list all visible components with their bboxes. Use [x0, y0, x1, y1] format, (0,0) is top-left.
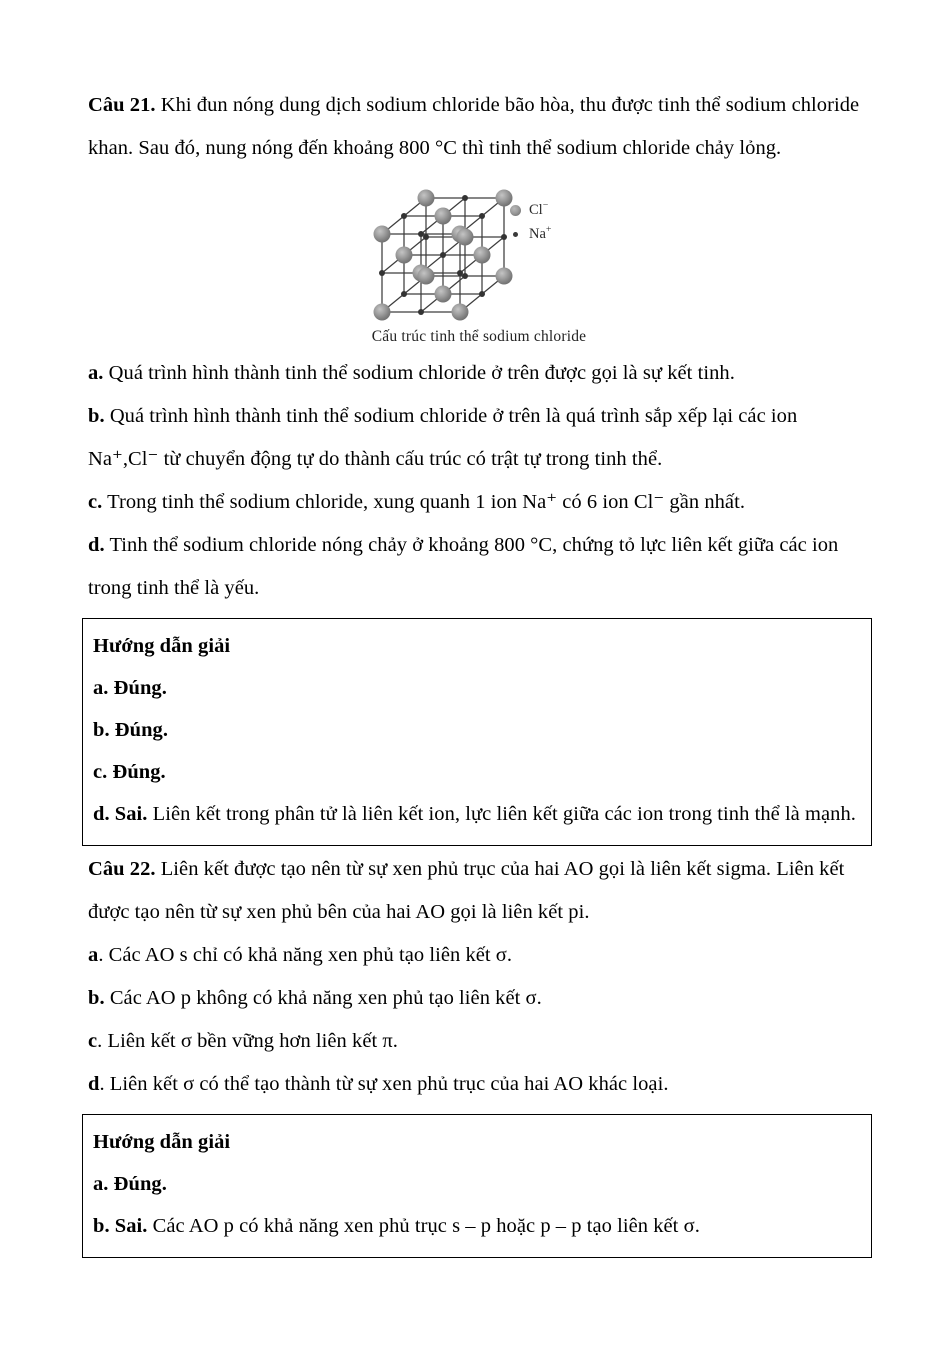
statement-d-text: Tinh thể sodium chloride nóng chảy ở khoảng 800 °C, chứng tỏ lực liên kết giữa các ion trong tinh thể là yếu. — [88, 534, 839, 599]
statement-c-label: c. — [88, 491, 103, 513]
page-content — [88, 84, 870, 1260]
solution-heading-21: Hướng dẫn giải — [93, 635, 231, 657]
question-22-statement-b — [88, 977, 870, 1020]
statement-c-text: Trong tinh thể sodium chloride, xung quanh 1 ion Na⁺ có 6 ion Cl⁻ gần nhất. — [102, 491, 746, 513]
statement-b-label: b. — [88, 405, 105, 427]
question-22-stem-text: Liên kết được tạo nên từ sự xen phủ trục của hai AO gọi là liên kết sigma. Liên kết được tạo nên từ sự xen phủ bên của hai AO gọi là liên kết pi. — [88, 858, 845, 923]
question-21-statement-d — [88, 524, 870, 610]
solution-line-22-b: b. Sai. Các AO p có khả năng xen phủ trục s – p hoặc p – p tạo liên kết σ. — [93, 1215, 700, 1237]
solution-line-21-a: a. Đúng. — [93, 677, 167, 699]
solution-line-22-a: a. Đúng. — [93, 1173, 167, 1195]
statement22-b-label: b. — [88, 987, 105, 1009]
legend-item-sodium — [510, 222, 600, 246]
question-22-statement-a — [88, 934, 870, 977]
solution-heading-22: Hướng dẫn giải — [93, 1131, 231, 1153]
question-22-statement-d — [88, 1063, 870, 1106]
statement22-d-text: . Liên kết σ có thể tạo thành từ sự xen phủ trục của hai AO khác loại. — [99, 1073, 669, 1095]
solution-box-question-22 — [82, 1114, 872, 1258]
solution-line-21-b: b. Đúng. — [93, 719, 169, 741]
statement22-c-text: . Liên kết σ bền vững hơn liên kết π. — [97, 1030, 398, 1052]
nacl-crystal-figure — [88, 184, 870, 346]
statement-a-label: a. — [88, 362, 104, 384]
question-21-statement-c — [88, 481, 870, 524]
question-22-stem — [88, 848, 870, 934]
legend-label-sodium: Na+ — [529, 224, 552, 242]
statement22-d-label: d — [88, 1073, 100, 1095]
solution-line-21-c: c. Đúng. — [93, 761, 166, 783]
sodium-dot-icon — [513, 232, 518, 237]
lattice-nodes — [374, 190, 513, 321]
question-21-statement-a — [88, 352, 870, 395]
figure-caption: Cấu trúc tinh thể sodium chloride — [371, 328, 587, 345]
legend-item-chloride — [510, 198, 600, 222]
statement22-a-label: a — [88, 944, 99, 966]
question-21-statement-b — [88, 395, 870, 481]
statement-b-text: Quá trình hình thành tinh thể sodium chloride ở trên là quá trình sắp xếp lại các ion Na⁺,Cl⁻ từ chuyển động tự do thành cấu trúc có trật tự trong tinh thể. — [88, 405, 798, 470]
statement22-a-text: . Các AO s chỉ có khả năng xen phủ tạo liên kết σ. — [98, 944, 513, 966]
statement-a-text: Quá trình hình thành tinh thể sodium chloride ở trên được gọi là sự kết tinh. — [103, 362, 735, 384]
solution-line-21-d: d. Sai. Liên kết trong phân tử là liên kết ion, lực liên kết giữa các ion trong tinh thể là mạnh. — [93, 803, 856, 825]
question-22-statement-c — [88, 1020, 870, 1063]
question-21-label: Câu 21. — [88, 94, 156, 116]
question-21-stem — [88, 84, 870, 170]
chloride-sphere-icon — [510, 205, 521, 216]
figure-inner — [364, 184, 594, 324]
statement22-b-text: Các AO p không có khả năng xen phủ tạo liên kết σ. — [104, 987, 542, 1009]
solution-box-question-21 — [82, 618, 872, 846]
legend-label-chloride: Cl− — [529, 200, 549, 218]
question-21-stem-text: Khi đun nóng dung dịch sodium chloride bão hòa, thu được tinh thể sodium chloride khan. Sau đó, nung nóng đến khoảng 800 °C thì tinh thể sodium chloride chảy lỏng. — [88, 94, 860, 159]
statement22-c-label: c — [88, 1030, 98, 1052]
statement-d-label: d. — [88, 534, 105, 556]
question-22-label: Câu 22. — [88, 858, 156, 880]
figure-legend — [510, 198, 600, 246]
